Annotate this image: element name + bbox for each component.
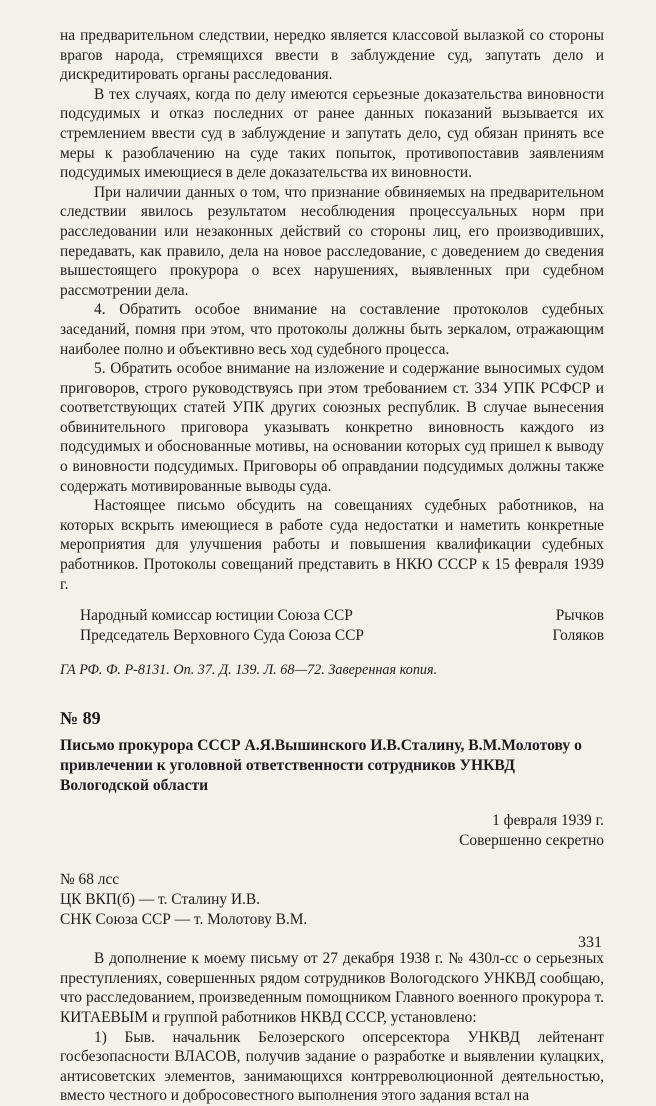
addressee: ЦК ВКП(б) — т. Сталину И.В.	[60, 890, 261, 908]
signature-row	[80, 606, 604, 626]
signatory-title: Председатель Верховного Суда Союза ССР	[80, 626, 364, 644]
signatory-name: Голяков	[552, 626, 604, 644]
registration-number: № 68 лсс	[60, 871, 120, 889]
document-number: № 89	[60, 708, 101, 729]
paragraph-continuation: на предварительном следствии, нередко является классовой вылазкой со стороны врагов народа, стремящихся ввести в заблуждение суд, запутать дело и дискредитировать органы расследования.	[60, 27, 604, 84]
signatory-title: Народный комиссар юстиции Союза ССР	[80, 607, 353, 625]
archive-source: ГА РФ. Ф. Р-8131. Оп. 37. Д. 139. Л. 68—72. Заверенная копия.	[60, 662, 438, 679]
addressees	[60, 870, 604, 929]
paragraph-item-1: 1) Быв. начальник Белозерского опсерсектора УНКВД лейтенант госбезопасности ВЛАСОВ, получив задание о разработке и выявлении кулацких, антисоветских элементов, занимающихся контрреволюционной деятельностью, вместо честного и добросовестного выполнения этого задания встал на	[60, 1028, 604, 1105]
paragraph-item-5: 5. Обратить особое внимание на изложение и содержание выносимых судом приговоров, строго руководствуясь при этом требованием ст. 334 УПК РСФСР и соответствующих статей УПК других союзных республик. В случае вынесения обвинительного приговора указывать конкретно виновность каждого из подсудимых и обоснованные мотивы, на основании которых суд пришел к выводу о виновности подсудимых. Приговоры об оправдании подсудимых должны также содержать мотивированные выводы суда.	[60, 360, 604, 495]
paragraph-item-4: 4. Обратить особое внимание на составление протоколов судебных заседаний, помня при этом, что протоколы должны быть зеркалом, отражающим наиболее полно и объективно весь ход судебного процесса.	[60, 301, 604, 358]
addressee: СНК Союза ССР — т. Молотову В.М.	[60, 910, 308, 928]
signature-block	[80, 606, 604, 645]
paragraph: В дополнение к моему письму от 27 декабря 1938 г. № 430л-сс о серьезных преступлениях, совершенных рядом сотрудников Вологодского УНКВД сообщаю, что расследованием, произведенным помощником Главного военного прокурора т. КИТАЕВЫМ и группой работников НКВД СССР, установлено:	[60, 950, 604, 1026]
paragraph: Настоящее письмо обсудить на совещаниях судебных работников, на которых вскрыть имеющиеся в работе суда недостатки и наметить конкретные мероприятия для улучшения работы и повышения квалификации судебных работников. Протоколы совещаний представить в НКЮ СССР к 15 февраля 1939 г.	[60, 497, 604, 593]
letter-body	[60, 949, 604, 1106]
paragraph: В тех случаях, когда по делу имеются серьезные доказательства виновности подсудимых и отказ последних от ранее данных показаний вызывается их стремлением ввести суд в заблуждение и запутать дело, суд обязан принять все меры к разоблачению на суде таких попыток, противопоставив заявлениям подсудимых имеющиеся в деле доказательства их виновности.	[60, 85, 604, 182]
document-meta	[60, 811, 604, 850]
signatory-name: Рычков	[555, 607, 604, 625]
paragraph: При наличии данных о том, что признание обвиняемых на предварительном следствии явилось результатом несоблюдения процессуальных норм при расследовании или незаконных действий со стороны лиц, его производивших, передавать, как правило, дела на новое расследование, с доведением до сведения вышестоящего прокурора о всех нарушениях, выявленных при судебном рассмотрении дела.	[60, 183, 604, 299]
document-date: 1 февраля 1939 г.	[492, 812, 604, 830]
classification-label: Совершенно секретно	[459, 831, 604, 849]
page-number: 331	[578, 934, 602, 951]
signature-row	[80, 626, 604, 646]
document-title: Письмо прокурора СССР А.Я.Вышинского И.В.Сталину, В.М.Молотову о привлечении к уголовной ответственности сотрудников УНКВД Вологодской области	[60, 737, 582, 794]
